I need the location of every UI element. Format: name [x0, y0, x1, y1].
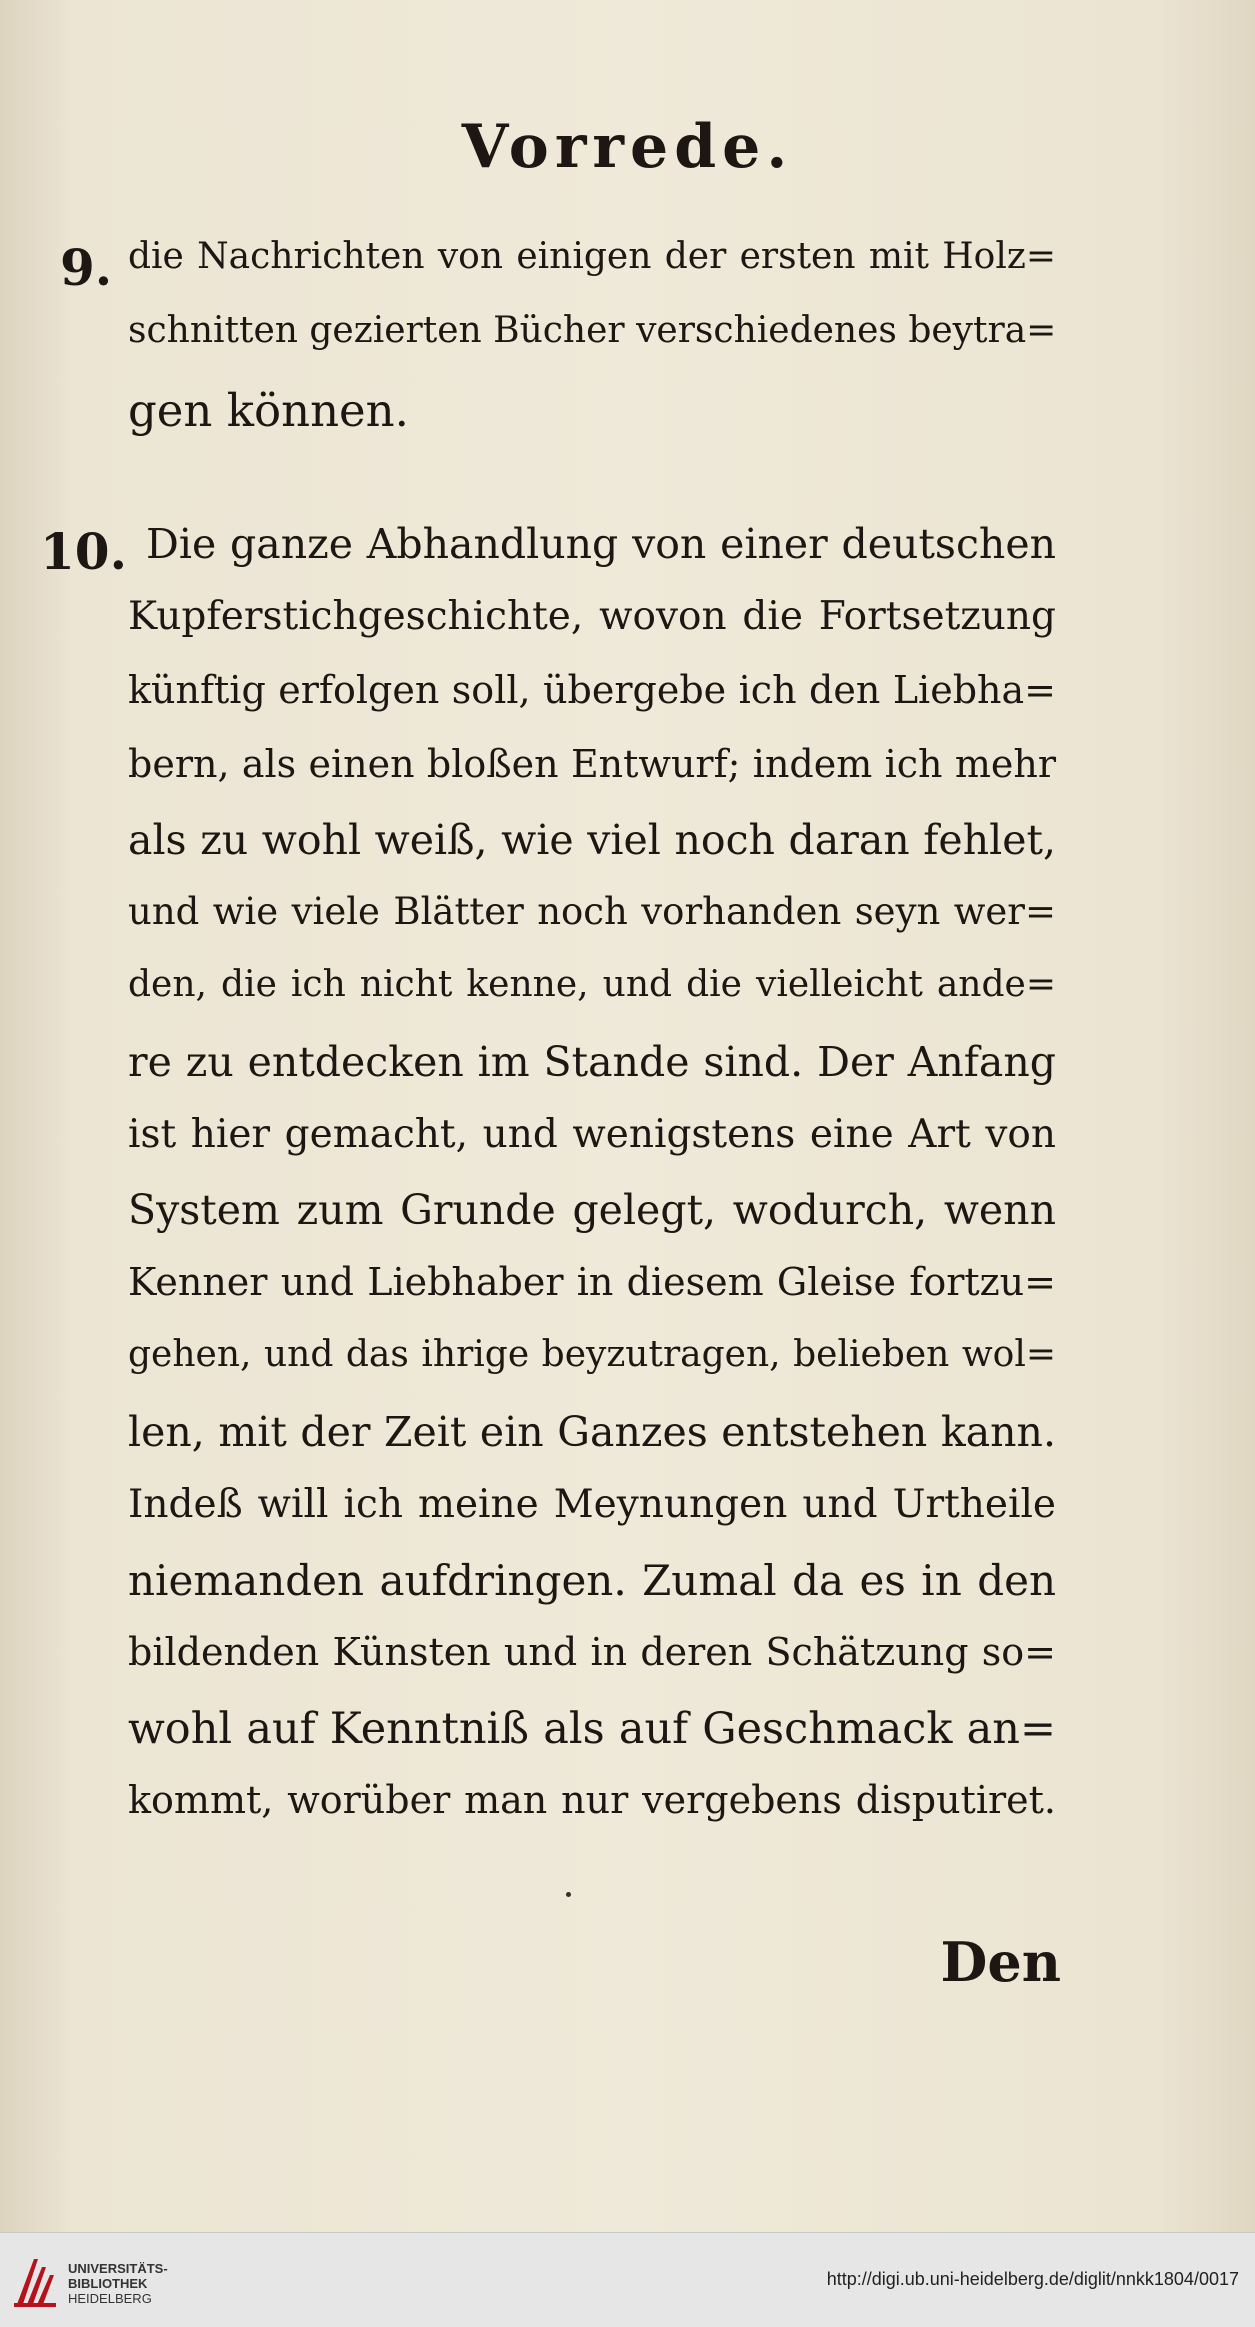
text-line: Indeß will ich meine Meynungen und Urtheile	[128, 1482, 1056, 1527]
item-number: 10.	[40, 522, 127, 581]
text-line: bern, als einen bloßen Entwurf; indem ich mehr	[128, 742, 1056, 786]
permalink-url[interactable]: http://digi.ub.uni-heidelberg.de/diglit/nnkk1804/0017	[826, 2269, 1239, 2289]
text-line: gehen, und das ihrige beyzutragen, belieben wol=	[128, 1334, 1056, 1375]
text-line: schnitten gezierten Bücher verschiedenes beytra=	[128, 310, 1057, 351]
text-line: Kupferstichgeschichte, wovon die Fortsetzung	[128, 594, 1056, 639]
text-line: bildenden Künsten und in deren Schätzung so=	[128, 1630, 1056, 1674]
text-line: System zum Grunde gelegt, wodurch, wenn	[128, 1186, 1056, 1234]
text-line: den, die ich nicht kenne, und die vielleicht ande=	[128, 964, 1056, 1005]
text-line: re zu entdecken im Stande sind. Der Anfang	[128, 1038, 1056, 1086]
page-header: Vorrede.	[461, 112, 794, 182]
ink-speck	[566, 1892, 571, 1897]
text-line: wohl auf Kenntniß als auf Geschmack an=	[128, 1704, 1056, 1754]
viewer-footer	[0, 2232, 1255, 2327]
text-line: als zu wohl weiß, wie viel noch daran fehlet,	[128, 816, 1056, 864]
text-line: Kenner und Liebhaber in diesem Gleise fortzu=	[128, 1260, 1056, 1304]
text-line: und wie viele Blätter noch vorhanden seyn wer=	[128, 890, 1056, 933]
text-line: Die ganze Abhandlung von einer deutschen	[146, 520, 1056, 568]
text-line: len, mit der Zeit ein Ganzes entstehen kann.	[128, 1408, 1056, 1456]
university-logo-icon	[12, 2253, 58, 2311]
text-line: niemanden aufdringen. Zumal da es in den	[128, 1556, 1056, 1605]
text-line: kommt, worüber man nur vergebens disputiret.	[128, 1778, 1056, 1822]
text-line: künftig erfolgen soll, übergebe ich den Liebha=	[128, 668, 1056, 712]
text-line: gen können.	[128, 384, 409, 437]
library-name: UNIVERSITÄTS- BIBLIOTHEK HEIDELBERG	[68, 2261, 168, 2306]
text-line: ist hier gemacht, und wenigstens eine Art von	[128, 1112, 1056, 1157]
item-number: 9.	[60, 238, 113, 297]
text-line: die Nachrichten von einigen der ersten mit Holz=	[128, 236, 1056, 277]
catchword: Den	[940, 1930, 1061, 1994]
